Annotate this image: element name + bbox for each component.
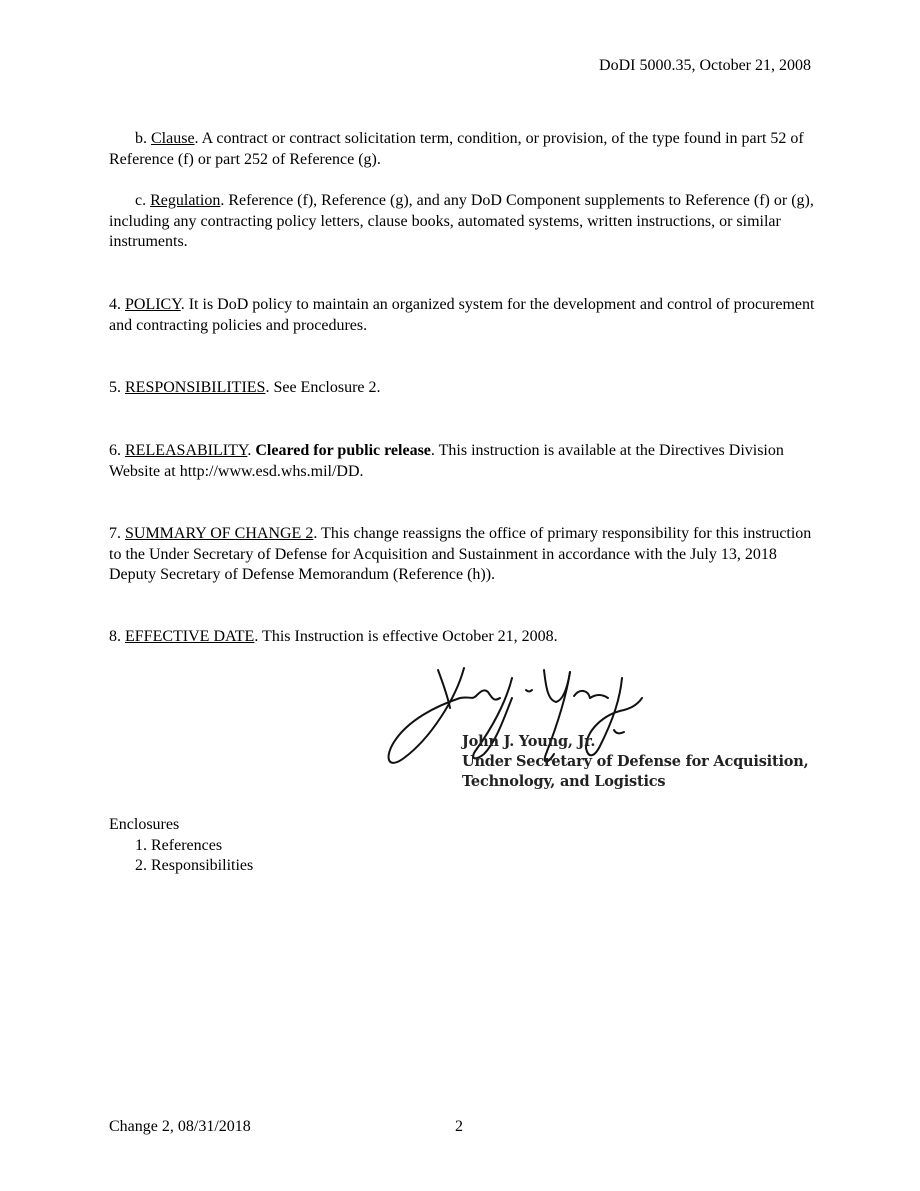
section-separator: .: [247, 442, 256, 459]
section-title: SUMMARY OF CHANGE 2: [125, 525, 314, 542]
signatory-text: [462, 732, 808, 792]
footer-page-number: 2: [455, 1118, 463, 1135]
section-text: . It is DoD policy to maintain an organized system for the development and control of procurement and contracting policies and procedures.: [109, 296, 815, 334]
section-text: . This instruction is available at the Directives Division Website at http://www.esd.whs.mil/DD.: [109, 442, 784, 480]
document-header: DoDI 5000.35, October 21, 2008: [599, 57, 811, 74]
signatory-name: John J. Young, Jr.: [462, 733, 596, 750]
paragraph-c-regulation: [109, 191, 821, 253]
section-7-summary-of-change: [109, 524, 821, 586]
section-number: 6.: [109, 442, 125, 459]
section-4-policy: [109, 295, 821, 336]
section-number: 5.: [109, 379, 125, 396]
section-number: 7.: [109, 525, 125, 542]
section-5-responsibilities: [109, 378, 821, 399]
section-title: EFFECTIVE DATE: [125, 628, 255, 645]
paragraph-b-clause: [109, 129, 821, 170]
enclosure-item: 1. References: [135, 836, 223, 854]
enclosures-heading: Enclosures: [109, 816, 180, 833]
paragraph-text: . A contract or contract solicitation term, condition, or provision, of the type found in part 52 of Reference (f) or part 252 of Reference (g).: [109, 130, 804, 168]
section-title: RELEASABILITY: [125, 442, 248, 459]
signature-block: [376, 658, 809, 808]
section-text: . This change reassigns the office of primary responsibility for this instruction to the Under Secretary of Defense for Acquisition and Sustainment in accordance with the July 13, 2018 Deputy Secretary of Defense Memorandum (Reference (h)).: [109, 525, 812, 583]
section-title: POLICY: [125, 296, 181, 313]
enclosure-item: 2. Responsibilities: [135, 857, 254, 874]
paragraph-text: . Reference (f), Reference (g), and any DoD Component supplements to Reference (f) or (g), including any contracting policy letters, clause books, automated systems, written instructions, or similar instruments.: [109, 192, 814, 250]
signatory-title-line-2: Technology, and Logistics: [462, 773, 666, 790]
enclosures-list: [109, 815, 253, 877]
paragraph-title: Regulation: [150, 192, 221, 209]
section-title: RESPONSIBILITIES: [125, 379, 266, 396]
section-6-releasability: [109, 441, 821, 482]
section-text: . This Instruction is effective October 21, 2008.: [254, 628, 558, 645]
footer-change-date: Change 2, 08/31/2018: [109, 1118, 251, 1135]
paragraph-prefix: c.: [135, 192, 151, 209]
section-number: 8.: [109, 628, 125, 645]
paragraph-title: Clause: [151, 130, 195, 147]
release-statement: Cleared for public release: [255, 442, 431, 459]
section-8-effective-date: [109, 627, 821, 648]
section-number: 4.: [109, 296, 125, 313]
paragraph-prefix: b.: [135, 130, 151, 147]
signatory-title-line-1: Under Secretary of Defense for Acquisition,: [462, 753, 809, 770]
section-text: . See Enclosure 2.: [265, 379, 381, 396]
